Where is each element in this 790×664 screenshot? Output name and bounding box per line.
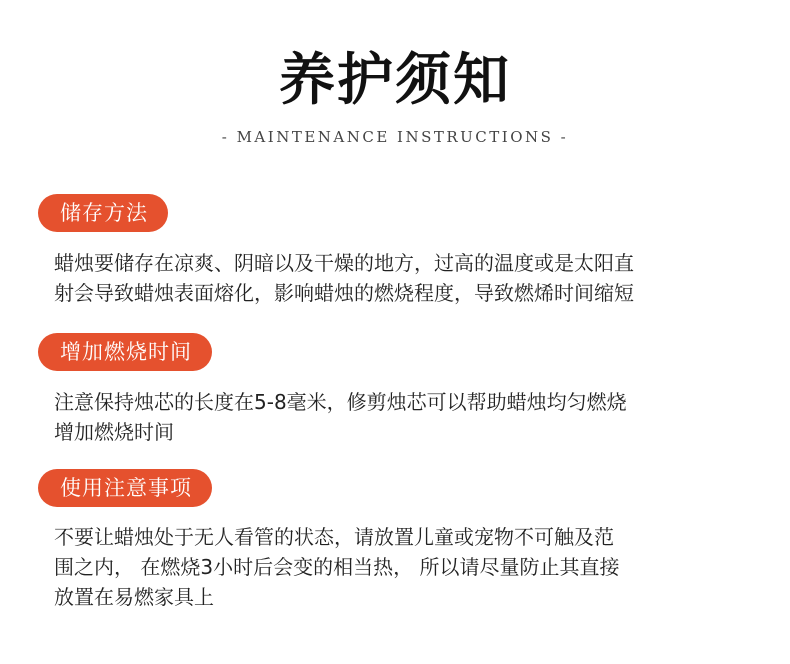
section-text-usage-notes xyxy=(54,522,754,612)
text-line: 放置在易燃家具上 xyxy=(54,585,214,609)
page-subtitle: - MAINTENANCE INSTRUCTIONS - xyxy=(221,128,569,146)
page-title: 养护须知 xyxy=(279,47,511,113)
section-text-storage xyxy=(54,248,754,308)
section-text-burn-time xyxy=(54,387,754,447)
section-label-burn-time: 增加燃烧时间 xyxy=(38,333,212,371)
text-line: 蜡烛要储存在凉爽、阴暗以及干燥的地方，过高的温度或是太阳直 xyxy=(54,251,634,275)
text-line: 射会导致蜡烛表面熔化，影响蜡烛的燃烧程度，导致燃烯时间缩短 xyxy=(54,281,634,305)
text-line: 围之内， 在燃烧3小时后会变的相当热， 所以请尽量防止其直接 xyxy=(54,555,620,579)
section-label-storage: 储存方法 xyxy=(38,194,168,232)
text-line: 不要让蜡烛处于无人看管的状态，请放置儿童或宠物不可触及范 xyxy=(54,525,614,549)
text-line: 增加燃烧时间 xyxy=(54,420,174,444)
text-line: 注意保持烛芯的长度在5-8毫米，修剪烛芯可以帮助蜡烛均匀燃烧 xyxy=(54,390,627,414)
section-label-usage-notes: 使用注意事项 xyxy=(38,469,212,507)
